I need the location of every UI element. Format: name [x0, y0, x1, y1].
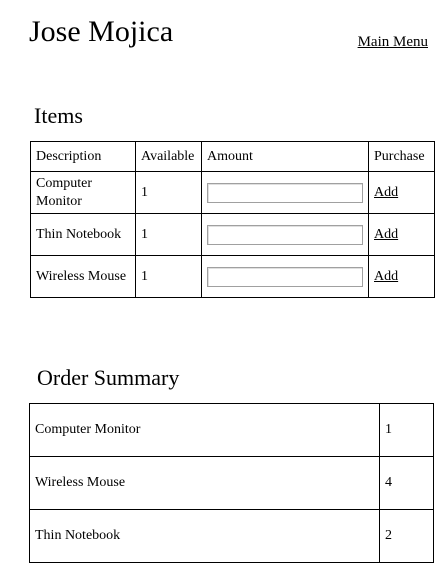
item-available: 1 — [136, 214, 202, 256]
order-summary-table — [29, 403, 434, 563]
amount-input[interactable] — [207, 267, 363, 287]
item-amount-cell — [202, 172, 369, 214]
column-header-description: Description — [31, 142, 136, 172]
item-available: 1 — [136, 256, 202, 298]
summary-row — [30, 510, 434, 563]
summary-item-quantity: 4 — [380, 457, 434, 510]
add-link[interactable]: Add — [374, 184, 399, 200]
item-row — [31, 172, 435, 214]
item-purchase-cell — [369, 214, 435, 256]
summary-item-name: Wireless Mouse — [30, 457, 380, 510]
item-row — [31, 214, 435, 256]
summary-row — [30, 457, 434, 510]
item-purchase-cell — [369, 172, 435, 214]
column-header-amount: Amount — [202, 142, 369, 172]
items-header-row — [31, 142, 435, 172]
item-amount-cell — [202, 214, 369, 256]
items-table — [30, 141, 435, 298]
add-link[interactable]: Add — [374, 268, 399, 284]
item-description: Wireless Mouse — [31, 256, 136, 298]
item-amount-cell — [202, 256, 369, 298]
item-description: Computer Monitor — [31, 172, 136, 214]
summary-row — [30, 404, 434, 457]
add-link[interactable]: Add — [374, 226, 399, 242]
order-summary-heading: Order Summary — [37, 365, 180, 390]
summary-item-quantity: 2 — [380, 510, 434, 563]
item-description: Thin Notebook — [31, 214, 136, 256]
user-name-title: Jose Mojica — [29, 15, 174, 48]
column-header-available: Available — [136, 142, 202, 172]
item-available: 1 — [136, 172, 202, 214]
amount-input[interactable] — [207, 225, 363, 245]
item-purchase-cell — [369, 256, 435, 298]
item-row — [31, 256, 435, 298]
summary-item-quantity: 1 — [380, 404, 434, 457]
amount-input[interactable] — [207, 183, 363, 203]
summary-item-name: Thin Notebook — [30, 510, 380, 563]
summary-item-name: Computer Monitor — [30, 404, 380, 457]
column-header-purchase: Purchase — [369, 142, 435, 172]
main-menu-link[interactable]: Main Menu — [357, 34, 428, 50]
items-heading: Items — [34, 103, 83, 128]
